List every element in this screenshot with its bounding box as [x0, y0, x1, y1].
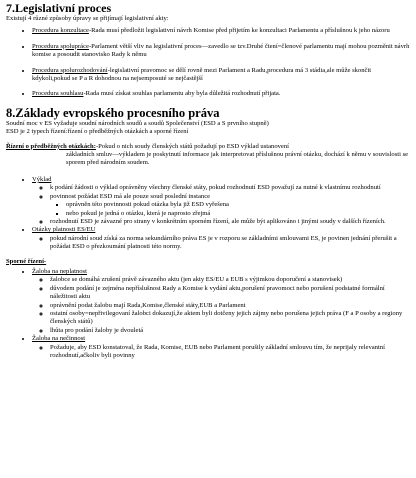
list-item: ◦ důvodem podání je zejména nepříslušnost Rady a Komise k vydání aktu,porušení pravomoci nebo porušení podstatné formální náležitosti aktu — [50, 285, 410, 302]
list-item: • Žaloba na neplatnost ◦ žalobce se domáhá zrušení právě závazného aktu (jen akty ES/EU a EUB s výjimkou doporučení a stanovisek) ◦ důvodem podání je zejména nepříslušnost Rady a Komise k vydání aktu,porušení pravomoci nebo porušení podstatné formální náležitosti aktu ◦ oprávnění podat žalobu mají Rada,Komise,členské státy,EUB a Parlament ◦ ostatní osoby=nepřivilegovaní žalobci dokazují,že aktem byli dotčeny jejich zájmy nebo porušena jejich práva (F a P osoby a regiony členských států) ◦ lhůta pro podání žaloby je dvouletá — [32, 268, 410, 335]
list-item: ◦ lhůta pro podání žaloby je dvouletá — [50, 327, 410, 335]
list-item: ◦ pokud národní soud získá za norma sekundárního práva ES je v rozporu se základními smlouvami ES, je povinen jednání přerušit a požádat ESD o přezkoumání platnosti této normy. — [50, 235, 410, 252]
list-item: • Procedura spolurozhodování-legislativní pravomoc se dělí rovně mezi Parlament a Radu,procedura má 3 stádia,ale může skončit kdykoli,pokud se P a R dohodnou na nejsemposuté se nejčastější — [32, 67, 410, 84]
list-item: • Výklad ◦ k podání žádosti o výklad oprávněny všechny členské státy, pokud rozhodnutí ESD považují za nutné k vlastnímu rozhodnutí ◦ povinnost požádat ESD má ale pouze soud poslední instance ▪ oprávněn této povinnosti pokud otázka byla již ESD vyřešena ▪ nebo pokud je jedná o otázku, která je naprosto zřejmá ◦ rozhodnutí ESD je závazné pro strany v konkrétním sporném řízení, ale může být aplikováno i jinými soudy v dalších řízeních. — [32, 176, 410, 226]
vyklad-list — [6, 176, 410, 252]
list-item: ▪ nebo pokud je jedná o otázku, která je naprosto zřejmá — [66, 210, 410, 218]
intro2-line1: Soudní moc v ES vyžaduje soudní národních soudů a soudů Společenství (ESD a S prvního stupně) — [6, 119, 269, 127]
list-item: ◦ rozhodnutí ESD je závazné pro strany v konkrétním sporném řízení, ale může být aplikováno i jinými soudy v dalších řízeních. — [50, 218, 410, 226]
heading-legislative-process: 7.Legislativní proces — [6, 1, 112, 15]
intro2-line2: ESD je 2 typech řízení:řízení o předběžných otázkách a sporné řízení — [6, 128, 189, 136]
list-item: ◦ oprávnění podat žalobu mají Rada,Komise,členské státy,EUB a Parlament — [50, 302, 410, 310]
heading-procedural-law: 8.Základy evropského procesního práva — [6, 105, 220, 120]
sporne-title: Sporné řízení- — [6, 257, 47, 265]
prelim-paragraph-cont: základních smluv—výkladem je poskytnutí informace jak interpretovat příslušnou právní otázku, dochází k němu v souvislosti se sporem před národním soudem. — [66, 151, 409, 167]
list-item: ◦ ostatní osoby=nepřivilegovaní žalobci dokazují,že aktem byli dotčeny jejich zájmy nebo porušena jejich práva (F a P osoby a regiony členských států) — [50, 310, 410, 327]
list-item: • Procedura souhlasu-Rada musí získat souhlas parlamentu aby byla důležitá rozhodnutí přijata. — [32, 90, 410, 98]
list-item: ◦ k podání žádosti o výklad oprávněny všechny členské státy, pokud rozhodnutí ESD považují za nutné k vlastnímu rozhodnutí — [50, 184, 410, 192]
procedures-list — [6, 27, 410, 98]
list-item: • Procedura konzultace-Rada musí předložit legislativní návrh Komise před přijetím ke konzultaci Parlamentu a příslušnou k jeho názoru — [32, 27, 410, 35]
list-item: ▪ oprávněn této povinnosti pokud otázka byla již ESD vyřešena — [66, 201, 410, 209]
list-item: • Procedura spolupráce-Parlament větší vliv na legislativní proces—zavedlo se tzv.Druhé čtení=členové parlamentu mají mohou pozměnit návrh komise a posoudit stanovisko Rady k němu — [32, 43, 410, 60]
list-item: ◦ povinnost požádat ESD má ale pouze soud poslední instance ▪ oprávněn této povinnosti pokud otázka byla již ESD vyřešena ▪ nebo pokud je jedná o otázku, která je naprosto zřejmá — [50, 193, 410, 218]
list-item: • Otázky platnosti ES/EU ◦ pokud národní soud získá za norma sekundárního práva ES je v rozporu se základními smlouvami ES, je povinen jednání přerušit a požádat ESD o přezkoumání platnosti této normy. — [32, 226, 410, 251]
prelim-paragraph: Řízení o předběžných otázkách:-Pokud o nich soudy členských států požadují po ESD výklad ustanovení — [6, 142, 289, 150]
sporne-list — [6, 268, 410, 360]
list-item: ◦ Požaduje, aby ESD konstatoval, že Rada, Komise, EUB nebo Parlament porušily základní smlouvu tím, že neprijaly relevantní rozhodnutí,ačkoliv byli povinny — [50, 344, 410, 361]
list-item: ◦ žalobce se domáhá zrušení právě závazného aktu (jen akty ES/EU a EUB s výjimkou doporučení a stanovisek) — [50, 276, 410, 284]
document — [6, 2, 410, 360]
list-item: • Žaloba na nečinnost ◦ Požaduje, aby ESD konstatoval, že Rada, Komise, EUB nebo Parlament porušily základní smlouvu tím, že neprijaly relevantní rozhodnutí,ačkoliv byli povinny — [32, 335, 410, 360]
intro-paragraph: Existují 4 různé způsoby úpravy se přijímají legislativní akty: — [6, 15, 169, 22]
